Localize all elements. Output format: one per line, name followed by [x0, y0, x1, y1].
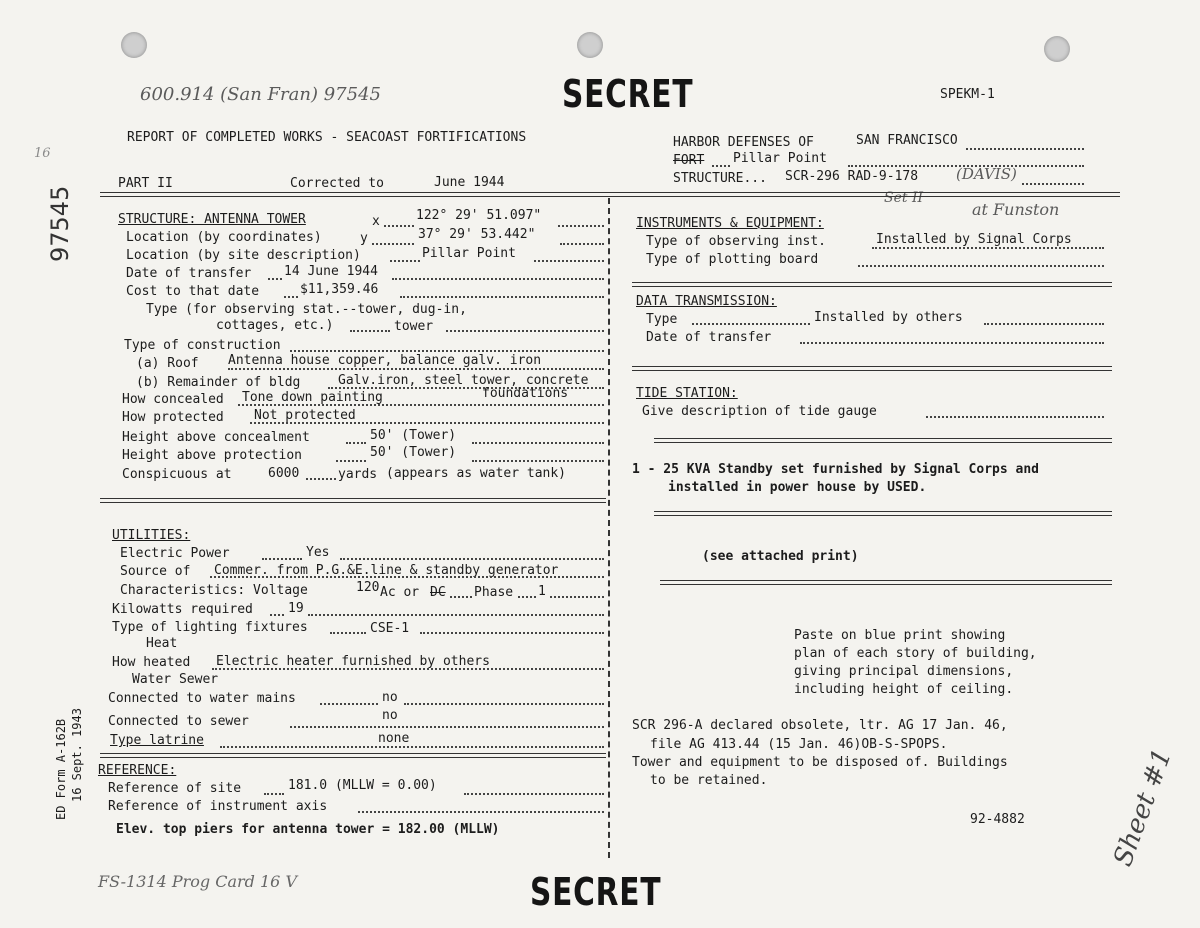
- site-ref-dots-a: [264, 793, 284, 795]
- handwritten-location-note: at Funston: [972, 200, 1060, 219]
- concealed-dots: [238, 404, 604, 406]
- dt-type-value: Installed by others: [814, 310, 963, 325]
- data-transmission-title: DATA TRANSMISSION:: [636, 294, 777, 309]
- roof-label: (a) Roof: [136, 356, 199, 371]
- structure-value: SCR-296 RAD-9-178: [785, 169, 919, 184]
- fort-label: FORT: [673, 153, 705, 168]
- h-conceal-dots-b: [472, 442, 604, 444]
- paste-line-4: including height of ceiling.: [794, 682, 1014, 697]
- form-code: SPEKM-1: [940, 87, 995, 102]
- punch-hole-left: [121, 32, 147, 58]
- construction-label: Type of construction: [124, 338, 281, 353]
- dt-type-label: Type: [646, 312, 678, 327]
- harbor-dots: [966, 148, 1084, 150]
- latrine-label: Type latrine: [110, 733, 204, 748]
- protected-value: Not protected: [254, 408, 356, 423]
- kw-dots-a: [270, 614, 284, 616]
- observing-value: Installed by Signal Corps: [876, 232, 1072, 247]
- x-dots-end: [558, 225, 604, 227]
- lighting-label: Type of lighting fixtures: [112, 620, 308, 635]
- type-label-1: Type (for observing stat.--tower, dug-in,: [146, 302, 467, 317]
- sewer-dots: [290, 726, 604, 728]
- remainder-value: Galv.iron, steel tower, concrete: [338, 373, 589, 388]
- obsolete-line-3: Tower and equipment to be disposed of. Buildings: [632, 755, 1008, 770]
- transfer-dots-b: [392, 278, 604, 280]
- data-transmission-rule: [632, 366, 1112, 371]
- utilities-title: UTILITIES:: [112, 528, 191, 543]
- loc-coord-label: Location (by coordinates): [126, 230, 322, 245]
- conspicuous-value: 6000: [268, 466, 300, 481]
- tide-gauge-label: Give description of tide gauge: [642, 404, 877, 419]
- corrected-value: June 1944: [434, 175, 505, 190]
- h-protect-dots-a: [336, 460, 366, 462]
- ac-label: Ac or: [380, 585, 420, 600]
- phase-dots-b: [550, 596, 604, 598]
- obsolete-line-2: file AG 413.44 (15 Jan. 46)OB-S-SPOPS.: [650, 737, 948, 752]
- part-label: PART II: [118, 176, 173, 191]
- elev-line: Elev. top piers for antenna tower = 182.00 (MLLW): [116, 822, 500, 837]
- loc-site-value: Pillar Point: [422, 246, 516, 261]
- site-ref-label: Reference of site: [108, 781, 242, 796]
- dt-transfer-label: Date of transfer: [646, 330, 772, 345]
- lighting-dots-b: [420, 632, 604, 634]
- tide-title: TIDE STATION:: [636, 386, 738, 401]
- protected-label: How protected: [122, 410, 224, 425]
- concealed-value: Tone down painting: [242, 390, 383, 405]
- lighting-value: CSE-1: [370, 621, 410, 636]
- form-id-line1: ED Form A-162B: [54, 718, 68, 820]
- electric-value: Yes: [306, 545, 330, 560]
- source-label: Source of: [120, 564, 191, 579]
- attached-print-note: (see attached print): [702, 549, 859, 564]
- type-dots-b: [446, 330, 604, 332]
- structure-hand-note: (DAVIS): [956, 165, 1017, 183]
- instruments-title: INSTRUMENTS & EQUIPMENT:: [636, 216, 824, 231]
- site-ref-value: 181.0 (MLLW = 0.00): [288, 778, 437, 793]
- water-sewer-label: Water Sewer: [132, 672, 219, 687]
- x-dots: [384, 225, 414, 227]
- secret-stamp-top: SECRET: [562, 72, 694, 116]
- standby-line-1: 1 - 25 KVA Standby set furnished by Signal Corps and: [632, 462, 1039, 477]
- heated-dots: [212, 668, 604, 670]
- cost-value: $11,359.46: [300, 282, 379, 297]
- h-conceal-dots-a: [346, 442, 366, 444]
- source-dots: [210, 576, 604, 578]
- structure-dots: [1022, 183, 1084, 185]
- observing-label: Type of observing inst.: [646, 234, 827, 249]
- form-id-line2: 16 Sept. 1943: [70, 708, 84, 802]
- dt-transfer-dots: [800, 342, 1104, 344]
- remainder-label: (b) Remainder of bldg: [136, 375, 301, 390]
- document-code: 92-4882: [970, 812, 1025, 827]
- kw-label: Kilowatts required: [112, 602, 253, 617]
- fort-value: Pillar Point: [733, 151, 827, 166]
- obsolete-line-1: SCR 296-A declared obsolete, ltr. AG 17 Jan. 46,: [632, 718, 1008, 733]
- header-rule: [100, 192, 1120, 197]
- observing-dots: [872, 247, 1104, 249]
- h-protect-value: 50' (Tower): [370, 445, 457, 460]
- conspicuous-note: (appears as water tank): [386, 466, 567, 481]
- secret-stamp-bottom: SECRET: [530, 870, 662, 914]
- handwritten-right-note: Sheet #1: [1108, 745, 1179, 871]
- site-dots-b: [534, 260, 604, 262]
- latrine-value: none: [378, 731, 410, 746]
- voltage-value: 120: [356, 580, 380, 595]
- y-value: 37° 29' 53.442": [418, 227, 536, 242]
- fort-dots-a: [712, 165, 730, 167]
- loc-site-label: Location (by site description): [126, 248, 361, 263]
- heated-label: How heated: [112, 655, 191, 670]
- phase-value: 1: [538, 584, 546, 599]
- type-value: tower: [394, 319, 434, 334]
- harbor-label: HARBOR DEFENSES OF: [673, 135, 814, 150]
- x-value: 122° 29' 51.097": [416, 208, 542, 223]
- structure-label: STRUCTURE...: [673, 171, 767, 186]
- paste-line-2: plan of each story of building,: [794, 646, 1037, 661]
- char-dots: [450, 596, 472, 598]
- electric-dots-a: [262, 558, 302, 560]
- conspicuous-unit: yards: [338, 467, 378, 482]
- harbor-value: SAN FRANCISCO: [856, 133, 958, 148]
- standby-line-2: installed in power house by USED.: [668, 480, 927, 495]
- sewer-value: no: [382, 708, 398, 723]
- attached-rule: [660, 580, 1112, 585]
- water-dots-b: [404, 703, 604, 705]
- char-label: Characteristics: Voltage: [120, 583, 308, 598]
- concealed-label: How concealed: [122, 392, 224, 407]
- lighting-dots-a: [330, 632, 366, 634]
- obsolete-line-4: to be retained.: [650, 773, 768, 788]
- punch-hole-center: [577, 32, 603, 58]
- structure-title: STRUCTURE: ANTENNA TOWER: [118, 212, 306, 227]
- corrected-label: Corrected to: [290, 176, 384, 191]
- water-value: no: [382, 690, 398, 705]
- h-conceal-value: 50' (Tower): [370, 428, 457, 443]
- report-title: REPORT OF COMPLETED WORKS - SEACOAST FORTIFICATIONS: [127, 130, 527, 145]
- type-dots-a: [350, 330, 390, 332]
- roof-dots: [228, 368, 604, 370]
- roof-value: Antenna house copper, balance galv. iron: [228, 353, 542, 368]
- structure-rule: [100, 498, 606, 503]
- cost-dots-a: [284, 296, 298, 298]
- axis-ref-dots: [358, 811, 604, 813]
- type-label-2: cottages, etc.): [216, 318, 334, 333]
- reference-title: REFERENCE:: [98, 763, 177, 778]
- tide-gauge-dots: [926, 416, 1104, 418]
- tide-rule: [654, 438, 1112, 443]
- paste-line-1: Paste on blue print showing: [794, 628, 1006, 643]
- axis-ref-label: Reference of instrument axis: [108, 799, 328, 814]
- sewer-label: Connected to sewer: [108, 714, 249, 729]
- paste-line-3: giving principal dimensions,: [794, 664, 1014, 679]
- protected-dots: [250, 422, 604, 424]
- site-dots-a: [390, 260, 420, 262]
- dt-type-dots-b: [984, 323, 1104, 325]
- kw-dots-b: [308, 614, 604, 616]
- instruments-rule: [632, 282, 1112, 287]
- punch-hole-right: [1044, 36, 1070, 62]
- latrine-dots: [220, 746, 604, 748]
- y-label: y: [360, 231, 368, 246]
- y-dots-end: [560, 243, 604, 245]
- electric-label: Electric Power: [120, 546, 230, 561]
- water-label: Connected to water mains: [108, 691, 296, 706]
- handwritten-corner-mark: 16: [34, 146, 51, 161]
- heat-word: Heat: [146, 636, 178, 651]
- handwritten-side-number: 97545: [46, 185, 74, 262]
- cost-dots-b: [400, 296, 604, 298]
- center-divider: [608, 198, 610, 858]
- cost-label: Cost to that date: [126, 284, 260, 299]
- transfer-dots-a: [268, 278, 282, 280]
- h-conceal-label: Height above concealment: [122, 430, 310, 445]
- x-label: x: [372, 214, 380, 229]
- water-dots-a: [320, 703, 378, 705]
- handwritten-file-ref: 600.914 (San Fran) 97545: [140, 84, 381, 105]
- transfer-label: Date of transfer: [126, 266, 252, 281]
- standby-rule: [654, 511, 1112, 516]
- phase-label: Phase: [474, 585, 514, 600]
- phase-dots-a: [518, 596, 536, 598]
- handwritten-bottom-note: FS-1314 Prog Card 16 V: [98, 872, 297, 891]
- h-protect-dots-b: [472, 460, 604, 462]
- handwritten-structure-note: Set II: [884, 190, 924, 206]
- plotting-label: Type of plotting board: [646, 252, 819, 267]
- heated-value: Electric heater furnished by others: [216, 654, 490, 669]
- site-ref-dots-b: [464, 793, 604, 795]
- conspicuous-dots: [306, 478, 336, 480]
- y-dots: [372, 243, 414, 245]
- conspicuous-label: Conspicuous at: [122, 467, 232, 482]
- source-value: Commer. from P.G.&E.line & standby generator: [214, 563, 559, 578]
- kw-value: 19: [288, 601, 304, 616]
- electric-dots-b: [340, 558, 604, 560]
- h-protect-label: Height above protection: [122, 448, 303, 463]
- dc-label: DC: [430, 585, 446, 600]
- dt-type-dots-a: [692, 323, 810, 325]
- utilities-rule: [100, 753, 606, 758]
- transfer-value: 14 June 1944: [284, 264, 378, 279]
- construction-dots: [290, 350, 604, 352]
- plotting-dots: [858, 265, 1104, 267]
- remainder-value-2: foundations: [482, 386, 569, 401]
